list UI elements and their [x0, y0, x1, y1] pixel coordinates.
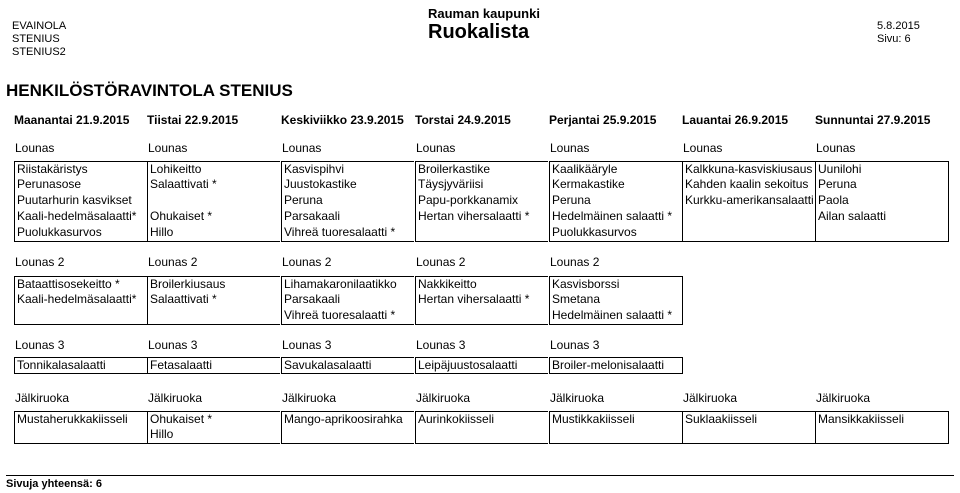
- weekday-header: Maanantai 21.9.2015: [14, 113, 130, 127]
- menu-item: Uunilohi: [815, 161, 948, 177]
- menu-item: [415, 308, 548, 325]
- meal-type-label: Jälkiruoka: [416, 391, 471, 405]
- meal-type-label: Jälkiruoka: [816, 391, 871, 405]
- menu-item: Kaalikääryle: [549, 161, 682, 177]
- header-location: STENIUS2: [12, 46, 66, 58]
- meal-type-label: Lounas 2: [15, 255, 65, 269]
- menu-item: Puolukkasurvos: [14, 225, 147, 242]
- restaurant-name: HENKILÖSTÖRAVINTOLA STENIUS: [6, 81, 293, 100]
- menu-item: [14, 308, 147, 325]
- menu-item: [281, 427, 414, 444]
- weekday-header: Perjantai 25.9.2015: [549, 113, 657, 127]
- menu-item: Puolukkasurvos: [549, 225, 682, 242]
- menu-item: Riistakäristys: [14, 161, 147, 177]
- print-date: 5.8.2015: [877, 20, 920, 32]
- menu-item: Aurinkokiisseli: [415, 411, 548, 427]
- meal-type-label: Lounas: [282, 141, 322, 155]
- menu-item: Peruna: [815, 177, 948, 193]
- menu-item: [147, 193, 280, 209]
- menu-item: Hedelmäinen salaatti *: [549, 209, 682, 225]
- meal-type-label: Lounas 3: [282, 338, 332, 352]
- meal-type-label: Lounas 3: [15, 338, 65, 352]
- table-border: [948, 411, 949, 444]
- meal-type-label: Lounas 2: [148, 255, 198, 269]
- menu-item: [415, 427, 548, 444]
- menu-item: Peruna: [549, 193, 682, 209]
- menu-item: [147, 308, 280, 325]
- menu-item: Ohukaiset *: [147, 411, 280, 427]
- menu-item: [815, 427, 948, 444]
- meal-type-label: Lounas: [683, 141, 723, 155]
- menu-item: Hillo: [147, 225, 280, 242]
- meal-type-label: Lounas 3: [550, 338, 600, 352]
- meal-type-label: Jälkiruoka: [148, 391, 203, 405]
- weekday-header: Tiistai 22.9.2015: [147, 113, 239, 127]
- menu-item: Ohukaiset *: [147, 209, 280, 225]
- weekday-header: Keskiviikko 23.9.2015: [281, 113, 404, 127]
- menu-item: Lihamakaronilaatikko: [281, 276, 414, 292]
- page-number: Sivu: 6: [877, 33, 911, 45]
- menu-item: Smetana: [549, 292, 682, 308]
- weekday-header: Torstai 24.9.2015: [415, 113, 511, 127]
- meal-type-label: Jälkiruoka: [683, 391, 738, 405]
- menu-item: Kasvispihvi: [281, 161, 414, 177]
- menu-item: Papu-porkkanamix: [415, 193, 548, 209]
- meal-type-label: Lounas: [816, 141, 856, 155]
- organization-name: Rauman kaupunki: [428, 6, 540, 21]
- header-location: STENIUS: [12, 33, 60, 45]
- menu-item: [415, 225, 548, 242]
- footer-divider: [6, 475, 954, 476]
- menu-item: Mustikkakiisseli: [549, 411, 682, 427]
- document-title: Ruokalista: [428, 21, 530, 43]
- menu-item: Leipäjuustosalaatti: [415, 357, 548, 374]
- menu-item: Perunasose: [14, 177, 147, 193]
- meal-type-label: Lounas 3: [416, 338, 466, 352]
- meal-type-label: Lounas 2: [282, 255, 332, 269]
- menu-item: Mansikkakiisseli: [815, 411, 948, 427]
- table-border: [682, 357, 683, 374]
- meal-type-label: Lounas 2: [550, 255, 600, 269]
- menu-item: Broilerkastike: [415, 161, 548, 177]
- menu-item: [815, 225, 948, 242]
- meal-type-label: Jälkiruoka: [550, 391, 605, 405]
- menu-item: Mustaherukkakiisseli: [14, 411, 147, 427]
- menu-item: Juustokastike: [281, 177, 414, 193]
- menu-item: Salaattivati *: [147, 177, 280, 193]
- meal-type-label: Lounas 3: [148, 338, 198, 352]
- meal-type-label: Lounas: [416, 141, 456, 155]
- menu-item: [682, 225, 815, 242]
- header-meta: [877, 20, 920, 46]
- menu-item: Savukalasalaatti: [281, 357, 414, 374]
- menu-item: [682, 209, 815, 225]
- menu-item: Nakkikeitto: [415, 276, 548, 292]
- menu-item: [14, 427, 147, 444]
- menu-item: Peruna: [281, 193, 414, 209]
- menu-item: Broiler-melonisalaatti: [549, 357, 682, 374]
- menu-item: Puutarhurin kasvikset: [14, 193, 147, 209]
- meal-type-label: Lounas: [148, 141, 188, 155]
- menu-item: Kermakastike: [549, 177, 682, 193]
- weekday-header: Lauantai 26.9.2015: [682, 113, 789, 127]
- menu-item: Hertan vihersalaatti *: [415, 209, 548, 225]
- table-border: [682, 276, 683, 325]
- header-location: EVAINOLA: [12, 20, 67, 32]
- menu-item: Tonnikalasalaatti: [14, 357, 147, 374]
- menu-item: [549, 427, 682, 444]
- menu-item: Ailan salaatti: [815, 209, 948, 225]
- meal-type-label: Lounas 2: [416, 255, 466, 269]
- menu-item: Broilerkiusaus: [147, 276, 280, 292]
- menu-item: Paola: [815, 193, 948, 209]
- meal-type-label: Lounas: [550, 141, 590, 155]
- meal-type-label: Jälkiruoka: [282, 391, 337, 405]
- meal-type-label: Lounas: [15, 141, 55, 155]
- menu-item: Suklaakiisseli: [682, 411, 815, 427]
- menu-item: Vihreä tuoresalaatti *: [281, 308, 414, 325]
- menu-item: Fetasalaatti: [147, 357, 280, 374]
- menu-item: Täysjyväriisi: [415, 177, 548, 193]
- menu-item: Lohikeitto: [147, 161, 280, 177]
- menu-item: Salaattivati *: [147, 292, 280, 308]
- menu-item: Parsakaali: [281, 292, 414, 308]
- menu-item: Mango-aprikoosirahka: [281, 411, 414, 427]
- menu-item: Vihreä tuoresalaatti *: [281, 225, 414, 242]
- meal-type-label: Jälkiruoka: [15, 391, 70, 405]
- menu-item: Hedelmäinen salaatti *: [549, 308, 682, 325]
- total-pages: Sivuja yhteensä: 6: [6, 478, 102, 490]
- menu-item: Kaali-hedelmäsalaatti*: [14, 292, 147, 308]
- menu-item: Bataattisosekeitto *: [14, 276, 147, 292]
- menu-item: Hillo: [147, 427, 280, 444]
- weekday-header: Sunnuntai 27.9.2015: [815, 113, 931, 127]
- menu-item: [682, 427, 815, 444]
- menu-item: Kaali-hedelmäsalaatti*: [14, 209, 147, 225]
- menu-item: Kurkku-amerikansalaatti: [682, 193, 815, 209]
- menu-item: Kalkkuna-kasviskiusaus: [682, 161, 815, 177]
- table-border: [948, 161, 949, 242]
- menu-item: Parsakaali: [281, 209, 414, 225]
- menu-item: Kahden kaalin sekoitus: [682, 177, 815, 193]
- menu-item: Kasvisborssi: [549, 276, 682, 292]
- weekday-header-row: [14, 113, 954, 127]
- header-location-list: [12, 20, 66, 59]
- menu-item: Hertan vihersalaatti *: [415, 292, 548, 308]
